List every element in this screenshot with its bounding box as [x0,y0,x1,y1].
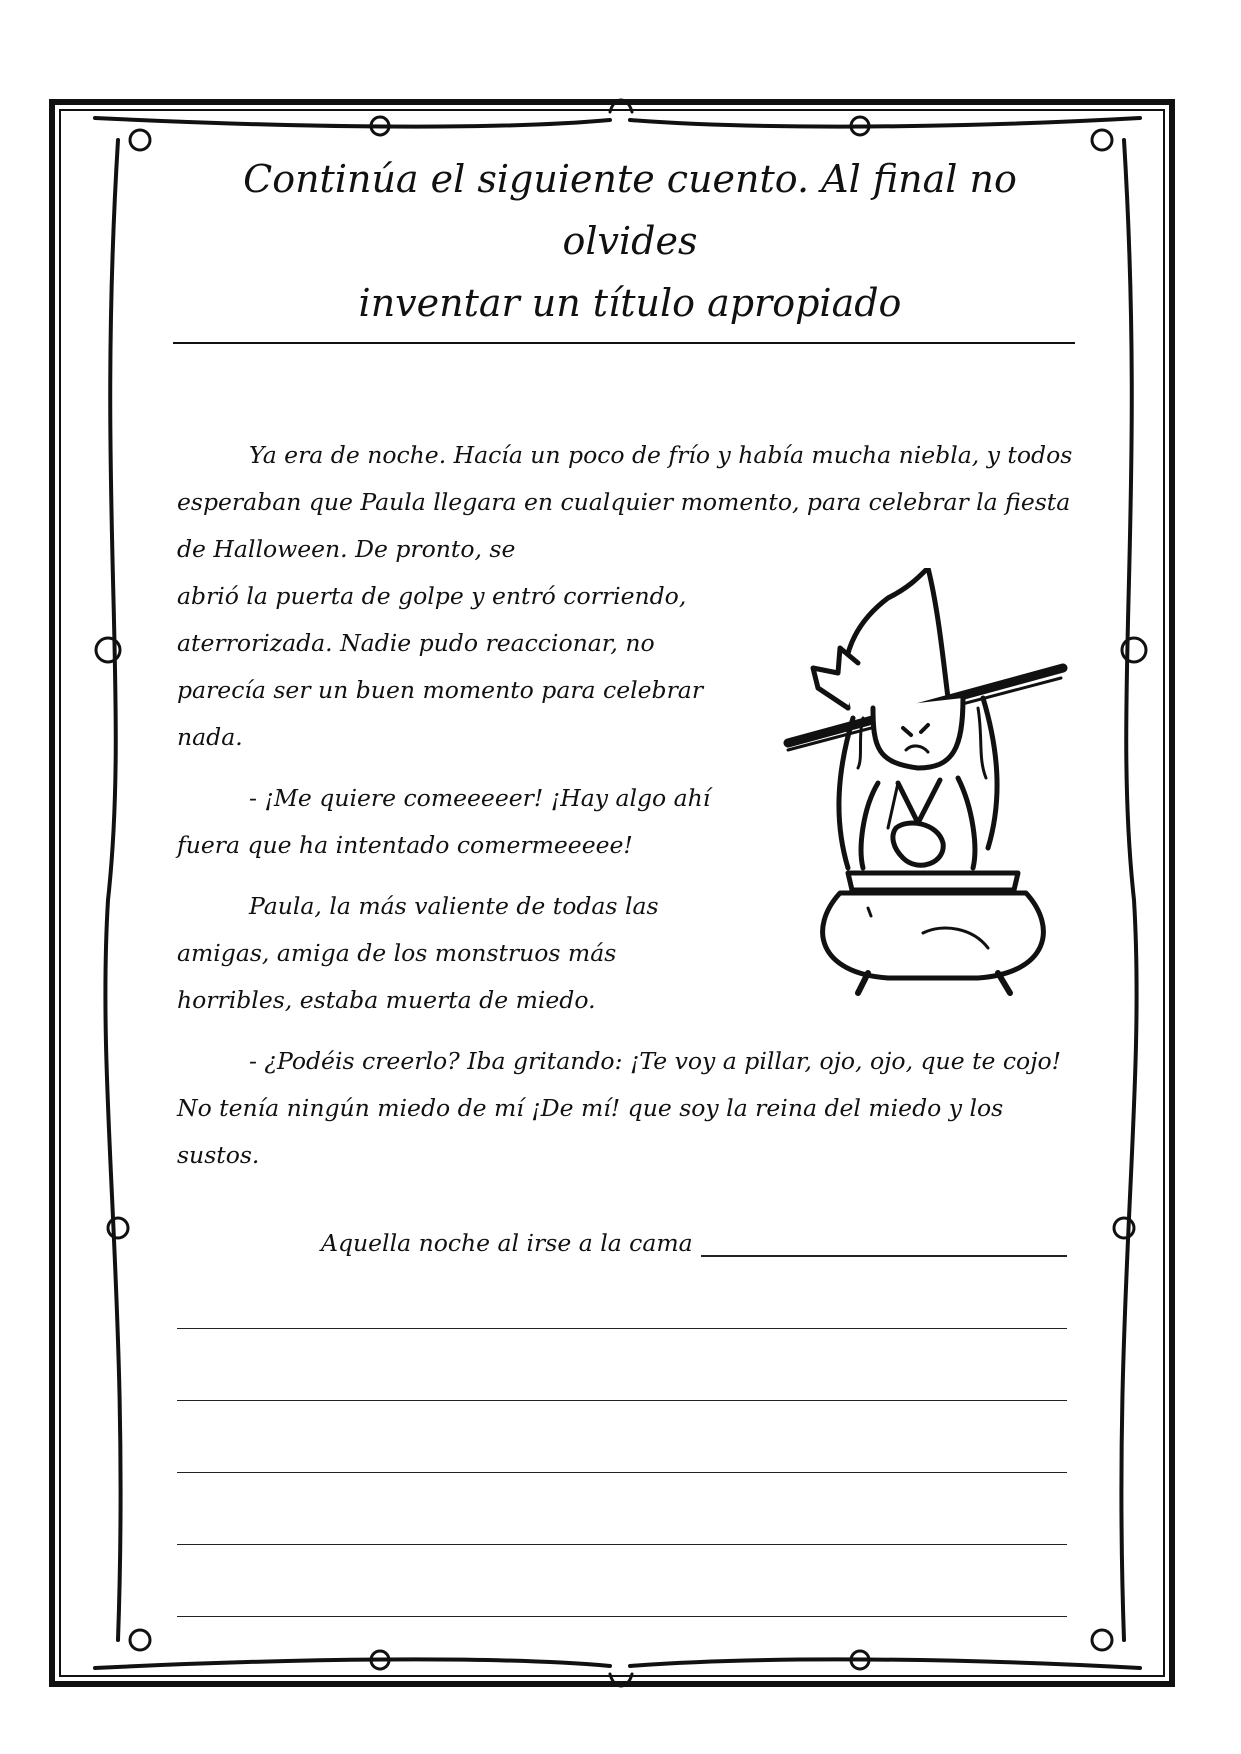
story-paragraph-2: - ¡Me quiere comeeeeer! ¡Hay algo ahí fuera que ha intentado comermeeeee! [177,784,711,859]
story-title-answer-line[interactable] [173,342,1075,344]
answer-line[interactable] [177,1616,1067,1617]
answer-line[interactable] [177,1328,1067,1329]
answer-line[interactable] [177,1472,1067,1473]
worksheet-title [170,148,1090,334]
story-paragraph-3: Paula, la más valiente de todas las amigas, amiga de los monstruos más horribles, estaba muerta de miedo. [177,892,659,1014]
answer-line[interactable] [177,1544,1067,1545]
story-paragraph-1-top: Ya era de noche. Hacía un poco de frío y había mucha niebla, y todos esperaban que Paula llegara en cualquier momento, para celebrar la fiesta de Halloween. De pronto, se [177,441,1073,563]
title-line-2: inventar un título apropiado [358,281,902,325]
story-paragraph-1-rest: abrió la puerta de golpe y entró corriendo, aterrorizada. Nadie pudo reaccionar, no parecía ser un buen momento para celebrar nada. [177,582,704,751]
story-paragraph-4: - ¿Podéis creerlo? Iba gritando: ¡Te voy a pillar, ojo, ojo, que te cojo! No tenía ningún miedo de mí ¡De mí! que soy la reina del miedo y los sustos. [177,1047,1062,1169]
answer-line-inline[interactable] [701,1225,1067,1257]
continuation-prompt: Aquella noche al irse a la cama [321,1229,693,1257]
witch-cauldron-illustration [778,568,1068,998]
continuation-area [177,1225,1067,1617]
title-line-1: Continúa el siguiente cuento. Al final no olvides [243,157,1017,263]
answer-line[interactable] [177,1400,1067,1401]
